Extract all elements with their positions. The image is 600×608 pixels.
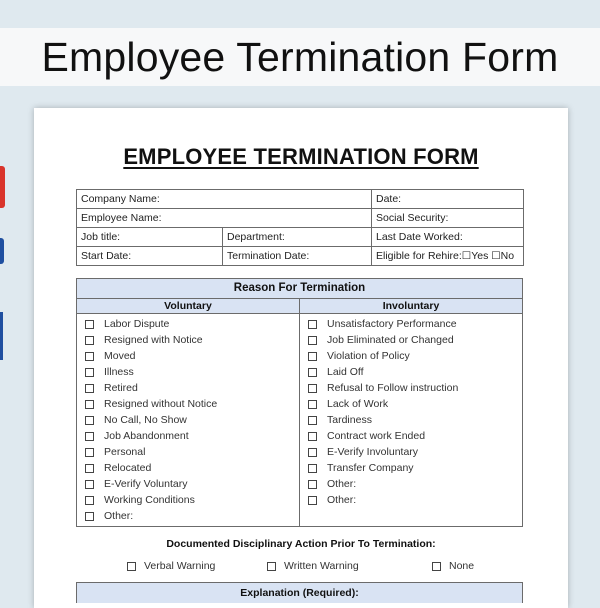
checkbox[interactable] — [308, 432, 317, 441]
voluntary-reason-item[interactable] — [77, 508, 299, 524]
written-warning-option[interactable] — [267, 560, 359, 572]
involuntary-reason-item[interactable] — [300, 444, 522, 460]
involuntary-heading: Involuntary — [300, 299, 522, 314]
checkbox[interactable] — [85, 352, 94, 361]
checkbox[interactable] — [432, 562, 441, 571]
social-security-field[interactable]: Social Security: — [372, 209, 524, 228]
checkbox-label: Lack of Work — [327, 398, 389, 410]
table-row — [77, 190, 524, 209]
option-label: Verbal Warning — [144, 560, 216, 572]
checkbox[interactable] — [85, 480, 94, 489]
checkbox-label: Refusal to Follow instruction — [327, 382, 459, 394]
checkbox-label: Resigned with Notice — [104, 334, 203, 346]
checkbox[interactable] — [308, 464, 317, 473]
checkbox-label: E-Verify Voluntary — [104, 478, 188, 490]
voluntary-reason-item[interactable] — [77, 492, 299, 508]
checkbox-label: Labor Dispute — [104, 318, 170, 330]
company-name-field[interactable]: Company Name: — [77, 190, 372, 209]
voluntary-reason-item[interactable] — [77, 396, 299, 412]
checkbox[interactable] — [85, 416, 94, 425]
involuntary-reason-item[interactable] — [300, 476, 522, 492]
last-date-worked-field[interactable]: Last Date Worked: — [372, 228, 524, 247]
checkbox[interactable] — [127, 562, 136, 571]
explanation-heading: Explanation (Required): — [76, 582, 523, 603]
checkbox-label: Job Eliminated or Changed — [327, 334, 454, 346]
checkbox[interactable] — [85, 384, 94, 393]
checkbox[interactable] — [308, 320, 317, 329]
banner-title: Employee Termination Form — [41, 33, 559, 80]
voluntary-reason-item[interactable] — [77, 460, 299, 476]
reason-heading: Reason For Termination — [77, 279, 522, 299]
involuntary-reason-item[interactable] — [300, 332, 522, 348]
checkbox-label: Contract work Ended — [327, 430, 426, 442]
involuntary-reason-item[interactable] — [300, 396, 522, 412]
checkbox[interactable] — [267, 562, 276, 571]
side-tab-red — [0, 166, 5, 208]
checkbox-label: Relocated — [104, 462, 152, 474]
involuntary-reason-item[interactable] — [300, 412, 522, 428]
involuntary-reason-item[interactable] — [300, 492, 522, 508]
job-title-field[interactable]: Job title: — [77, 228, 223, 247]
checkbox[interactable] — [308, 336, 317, 345]
checkbox-label: Moved — [104, 350, 136, 362]
checkbox-label: Job Abandonment — [104, 430, 189, 442]
involuntary-reason-item[interactable] — [300, 460, 522, 476]
checkbox[interactable] — [85, 496, 94, 505]
checkbox-label: No Call, No Show — [104, 414, 187, 426]
voluntary-heading: Voluntary — [77, 299, 299, 314]
involuntary-reason-item[interactable] — [300, 364, 522, 380]
voluntary-column — [77, 299, 300, 526]
checkbox-label: Resigned without Notice — [104, 398, 218, 410]
checkbox[interactable] — [308, 352, 317, 361]
voluntary-reason-item[interactable] — [77, 348, 299, 364]
start-date-field[interactable]: Start Date: — [77, 247, 223, 266]
voluntary-reason-item[interactable] — [77, 332, 299, 348]
voluntary-reason-item[interactable] — [77, 428, 299, 444]
checkbox[interactable] — [85, 464, 94, 473]
voluntary-reason-item[interactable] — [77, 476, 299, 492]
checkbox[interactable] — [85, 512, 94, 521]
checkbox[interactable] — [308, 368, 317, 377]
option-label: None — [449, 560, 475, 572]
checkbox[interactable] — [308, 448, 317, 457]
banner — [0, 28, 600, 86]
termination-date-field[interactable]: Termination Date: — [223, 247, 372, 266]
verbal-warning-option[interactable] — [127, 560, 215, 572]
reason-for-termination-section — [76, 278, 523, 527]
date-field[interactable]: Date: — [372, 190, 524, 209]
side-tab-blue-lower — [0, 312, 3, 360]
side-tab-blue — [0, 238, 4, 264]
checkbox[interactable] — [85, 432, 94, 441]
checkbox-label: Unsatisfactory Performance — [327, 318, 457, 330]
checkbox-label: Laid Off — [327, 366, 364, 378]
checkbox[interactable] — [308, 480, 317, 489]
involuntary-reason-item[interactable] — [300, 380, 522, 396]
checkbox[interactable] — [85, 448, 94, 457]
checkbox-label: E-Verify Involuntary — [327, 446, 419, 458]
checkbox[interactable] — [85, 400, 94, 409]
table-row — [77, 228, 524, 247]
checkbox[interactable] — [308, 416, 317, 425]
checkbox[interactable] — [85, 368, 94, 377]
checkbox[interactable] — [308, 400, 317, 409]
checkbox[interactable] — [308, 384, 317, 393]
checkbox-label: Personal — [104, 446, 146, 458]
form-page — [34, 108, 568, 608]
checkbox-label: Violation of Policy — [327, 350, 410, 362]
employee-info-table — [76, 189, 524, 266]
voluntary-reason-item[interactable] — [77, 316, 299, 332]
table-row — [77, 247, 524, 266]
involuntary-reason-item[interactable] — [300, 348, 522, 364]
checkbox-label: Working Conditions — [104, 494, 195, 506]
involuntary-reason-item[interactable] — [300, 316, 522, 332]
voluntary-reason-item[interactable] — [77, 412, 299, 428]
checkbox-label: Transfer Company — [327, 462, 414, 474]
form-title: EMPLOYEE TERMINATION FORM — [123, 144, 479, 169]
option-label: Written Warning — [284, 560, 359, 572]
voluntary-list — [77, 314, 299, 524]
involuntary-column — [300, 299, 522, 526]
voluntary-reason-item[interactable] — [77, 444, 299, 460]
checkbox[interactable] — [85, 320, 94, 329]
checkbox-label: Retired — [104, 382, 138, 394]
disciplinary-heading: Documented Disciplinary Action Prior To Termination: — [166, 538, 436, 550]
voluntary-reason-item[interactable] — [77, 364, 299, 380]
none-option[interactable] — [432, 560, 474, 572]
checkbox-label: Other: — [327, 494, 357, 506]
checkbox-label: Other: — [327, 478, 357, 490]
checkbox-label: Other: — [104, 510, 134, 522]
table-row — [77, 209, 524, 228]
involuntary-list — [300, 314, 522, 508]
checkbox[interactable] — [308, 496, 317, 505]
voluntary-reason-item[interactable] — [77, 380, 299, 396]
involuntary-reason-item[interactable] — [300, 428, 522, 444]
department-field[interactable]: Department: — [223, 228, 372, 247]
checkbox-label: Tardiness — [327, 414, 372, 426]
employee-name-field[interactable]: Employee Name: — [77, 209, 372, 228]
checkbox-label: Illness — [104, 366, 134, 378]
checkbox[interactable] — [85, 336, 94, 345]
eligible-for-rehire-field[interactable]: Eligible for Rehire:☐Yes ☐No — [372, 247, 524, 266]
